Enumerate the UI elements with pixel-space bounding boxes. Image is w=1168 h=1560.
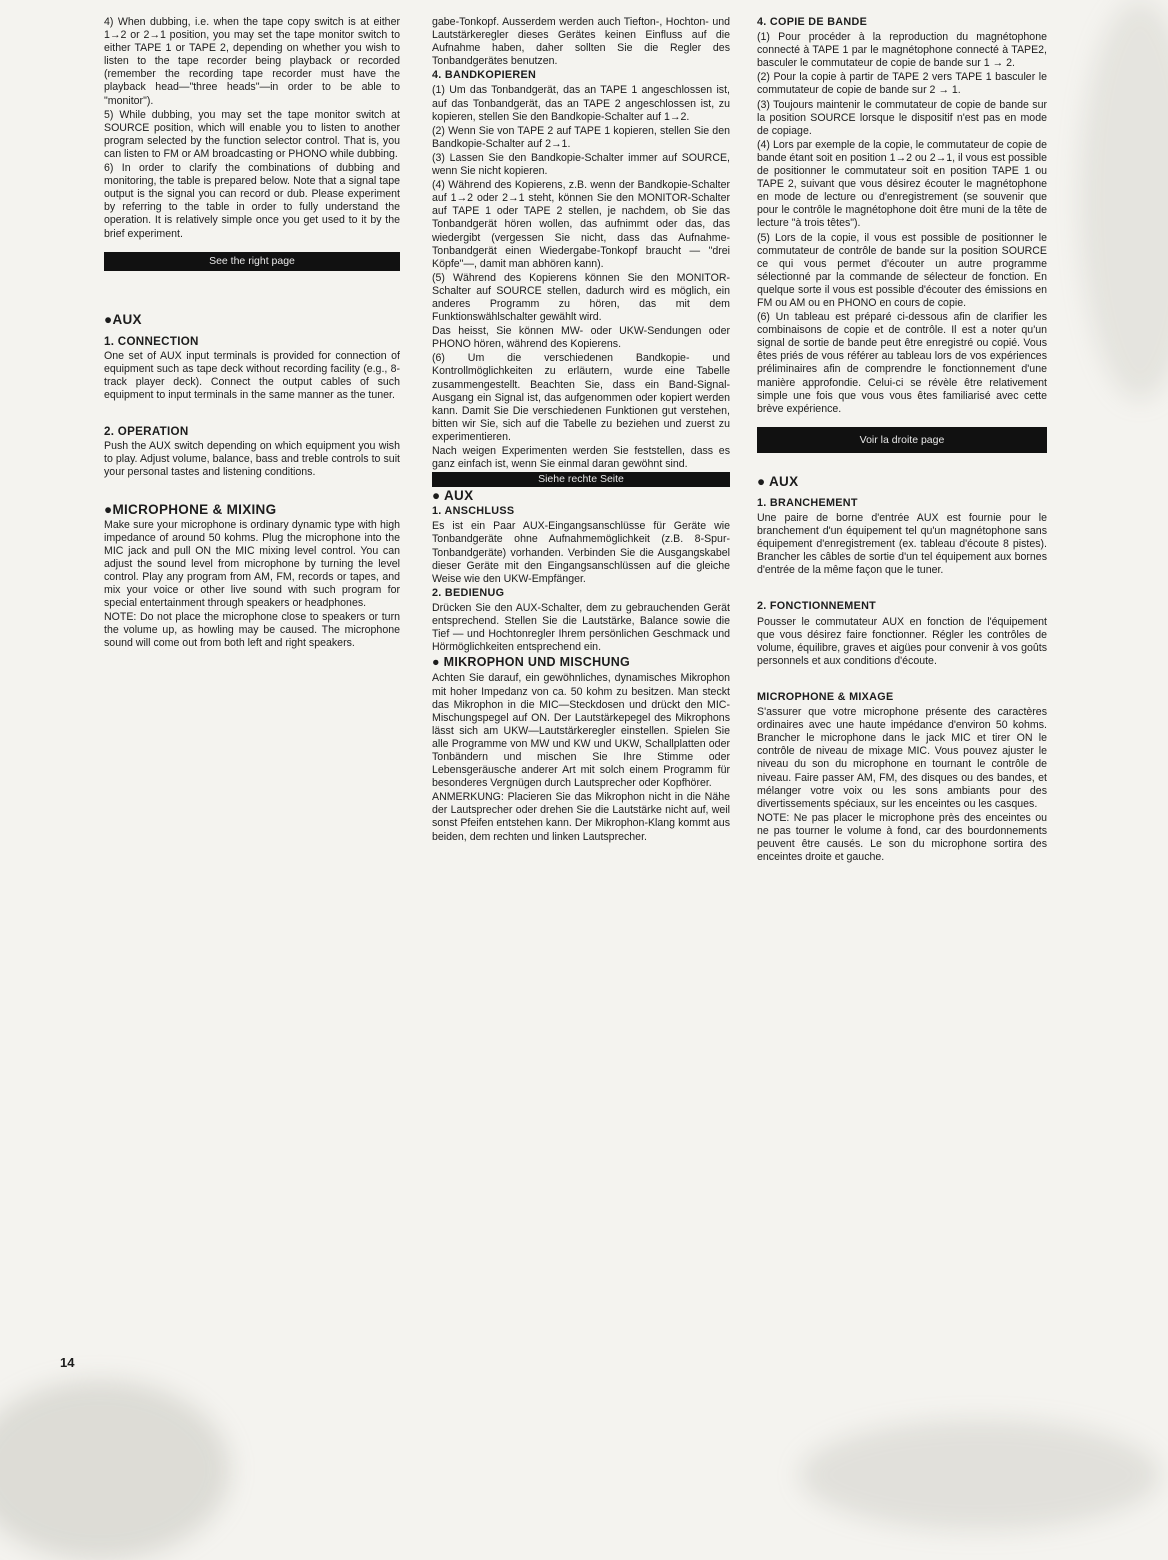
bandkopieren-paragraph-2: (2) Wenn Sie von TAPE 2 auf TAPE 1 kopieren, stellen Sie den Bandkopie-Schalter auf 2→1. [432, 124, 730, 150]
connection-heading: 1. CONNECTION [104, 334, 199, 348]
tape-intro-text: gabe-Tonkopf. Ausserdem werden auch Tiefton-, Hochton- und Lautstärkeregler dieses Gerätes keinen Einfluss auf die Aufnahme haben, daher sollten Sie die Regler des Tonbandgerätes benutzen. [432, 16, 730, 68]
operation-heading: 2. OPERATION [104, 425, 189, 439]
copie-paragraph-3: (3) Toujours maintenir le commutateur de copie de bande sur la position SOURCE lorsque le dispositif n'est pas en mode de copiage. [757, 98, 1047, 137]
connection-text: One set of AUX input terminals is provided for connection of equipment such as tape deck without recording facility (e.g., 8-track player deck). Connect the output cables of such equipment to input terminals in the same manner as the tuner. [104, 349, 400, 402]
bandkopieren-heading: 4. BANDKOPIEREN [432, 69, 537, 82]
microphone-mixing-text: Make sure your microphone is ordinary dynamic type with high impedance of around 50 kohms. Plug the microphone into the MIC jack and pull ON the MIC mixing level control. You can adjust the sound level from microphone by turning the level control. Play any program from AM, FM, records or tapes, and mix your voice or other live sound with such program for special entertainment through speakers or headphones. [104, 518, 400, 610]
microphone-mixage-heading: MICROPHONE & MIXAGE [757, 690, 894, 703]
bandkopieren-paragraph-1: (1) Um das Tonbandgerät, das an TAPE 1 angeschlossen ist, auf das Tonbandgerät, das an TAPE 2 angeschlossen ist, zu kopieren, stellen Sie den Bandkopie-Schalter auf 1→2. [432, 84, 730, 123]
dubbing-paragraph-6: 6) In order to clarify the combinations of dubbing and monitoring, the table is prepared below. Note that a signal tape output is the signal you can record or dub. Please experiment by referring to the table in order to fully understand the operation. It is relatively simple once you get used to it by the brief experiment. [104, 162, 400, 240]
german-column [432, 16, 730, 845]
aux-heading-de: ● AUX [432, 488, 474, 504]
mikrophon-text: Achten Sie darauf, ein gewöhnliches, dynamisches Mikrophon mit hoher Impedanz von ca. 50 kohm zu besitzen. Man steckt das Mikrophon in die MIC—Steckdosen und drückt den MIC-Mischungspegel auf ON. Der Lautstärkepegel des Mikrophons lässt sich am UKW—Lautstärkeregler einstellen. Spielen Sie alle Programme von MW und KW und UKW, Schallplatten oder Tonbändern und mischen Sie Ihre Stimme oder Lebensgeräusche anderer Art mit solch einem Programm für besonderes Vergnügen durch Lautsprecher oder Kopfhörer. [432, 672, 730, 790]
operation-text: Push the AUX switch depending on which equipment you wish to play. Adjust volume, balance, bass and treble controls to suit your personal tastes and listening conditions. [104, 440, 400, 479]
anschluss-text: Es ist ein Paar AUX-Eingangsanschlüsse für Geräte wie Tonbandgeräte ohne Aufnahmemöglichkeit (z.B. 8-Spur-Tonbandgeräte) vorhanden. Verbinden Sie die Ausgangskabel dieser Geräte mit den Eingangsanschlüssen auf die gleiche Weise wie den UKW-Empfänger. [432, 520, 730, 585]
fonctionnement-heading: 2. FONCTIONNEMENT [757, 600, 877, 613]
bandkopieren-paragraph-6: (6) Um die verschiedenen Bandkopie- und Kontrollmöglichkeiten zu erläutern, wurde eine Tabelle zusammengestellt. Beachten Sie, dass ein Band-Signal-Ausgang ein Signal ist, das aufgenommen oder kopiert werden kann. Damit Sie Die verschiedenen Funktionen gut verstehen, bitten wir Sie, sich auf die Tabelle zu beziehen und zuerst zu experimentieren. [432, 352, 730, 443]
bandkopieren-paragraph-4: (4) Während des Kopierens, z.B. wenn der Bandkopie-Schalter auf 1→2 oder 2→1 steht, können Sie den MONITOR-Schalter auf TAPE 1 oder TAPE 2 stellen, je nachdem, ob Sie das Tonbandgerät hören wollen, das aufnimmt oder das, das wiedergibt (vergessen Sie nicht, dass das Aufnahme-Tonbandgerät einen Wiedergabe-Tonkopf braucht — "drei Köpfe"—, damit man abhören kann). [432, 179, 730, 270]
siehe-rechte-seite-banner: Siehe rechte Seite [432, 472, 730, 487]
bandkopieren-paragraph-3: (3) Lassen Sie den Bandkopie-Schalter immer auf SOURCE, wenn Sie nicht kopieren. [432, 151, 730, 178]
voir-la-droite-page-banner: Voir la droite page [757, 427, 1047, 453]
bandkopieren-paragraph-7: Nach weigen Experimenten werden Sie feststellen, dass es ganz einfach ist, wenn Sie einmal daran gewöhnt sind. [432, 445, 730, 471]
branchement-text: Une paire de borne d'entrée AUX est fournie pour le branchement d'un équipement tel qu'un magnétophone sans équipement d'enregistrement (ex. tableau d'écoute 8 pistes). Brancher les câbles de sortie d'un tel équipement aux bornes d'entrée de la même façon que le tuner. [757, 512, 1047, 577]
mikrophon-heading: ● MIKROPHON UND MISCHUNG [432, 655, 631, 670]
copie-paragraph-4: (4) Lors par exemple de la copie, le commutateur de copie de bande étant soit en position 1→2 ou 2→1, il vous est possible de positionner le commutateur soit en position TAPE 1 ou TAPE 2, suivant que vous désirez écouter le magnétophone en mode de lecture ou d'enregistrement (se souvenir que pour le contrôle le magnétophone doit être muni de la tête de lecture "à trois têtes"). [757, 138, 1047, 230]
microphone-mixing-heading: ●MICROPHONE & MIXING [104, 501, 277, 517]
english-column [104, 16, 400, 652]
aux-heading: ●AUX [104, 311, 142, 327]
microphone-note-fr: NOTE: Ne pas placer le microphone près des enceintes ou ne pas tourner le volume à fond, car des bourdonnements peuvent être causés. Le son du microphone sortira des enceintes droite et gauche. [757, 811, 1047, 864]
copie-de-bande-heading: 4. COPIE DE BANDE [757, 16, 868, 28]
dubbing-paragraph-4: 4) When dubbing, i.e. when the tape copy switch is at either 1→2 or 2→1 position, you may set the tape monitor switch to either TAPE 1 or TAPE 2, depending on whether you wish to listen to the tape recorder being playback or recorded (remember the recording tape recorder must have the playback head—"three heads"—in order to be able to "monitor"). [104, 16, 400, 107]
aux-heading-fr: ● AUX [757, 473, 799, 489]
microphone-mixage-text: S'assurer que votre microphone présente des caractères ordinaires avec une haute impédance d'environ 50 kohms. Brancher le microphone dans le jack MIC et tirer ON le contrôle de niveau de mixage MIC. Vous pouvez ajuster le niveau du son du microphone en tournant le contrôle de niveau. Faire passer AM, FM, des disques ou des bandes, et mélanger votre voix ou les sons ambiants pour des divertissements spéciaux, sur les enceintes ou les casques. [757, 706, 1047, 810]
page-number: 14 [60, 1355, 75, 1370]
copie-paragraph-6: (6) Un tableau est préparé ci-dessous afin de clarifier les combinaisons de copie et de contrôle. Il est a noter qu'un signal de sortie de bande peut être enregistré ou copié. Vous êtes priés de vous référer au tableau lors de vos expériences préliminaires afin de comprendre le fonctionnement d'une manière approfondie. Celui-ci se révèle être relativement simple une fois que vous vous êtes familiarisé avec cette brève expérience. [757, 311, 1047, 415]
anmerkung-note: ANMERKUNG: Placieren Sie das Mikrophon nicht in die Nähe der Lautsprecher oder drehen Sie die Lautstärke nicht auf, weil sonst Pfeifen entstehen kann. Der Mikrophon-Klang kommt aus beiden, dem rechten und linken Lautsprecher. [432, 791, 730, 843]
bandkopieren-paragraph-5: (5) Während des Kopierens können Sie den MONITOR-Schalter auf SOURCE stellen, dadurch wird es möglich, ein anderes Programm zu hören, das mit dem Funktionswählschalter gewählt wird. [432, 271, 730, 324]
copie-paragraph-2: (2) Pour la copie à partir de TAPE 2 vers TAPE 1 basculer le commutateur de copie de bande sur 2 → 1. [757, 71, 1047, 97]
scan-smudge [0, 1380, 230, 1560]
bedienug-heading: 2. BEDIENUG [432, 586, 505, 599]
copie-paragraph-5: (5) Lors de la copie, il vous est possible de positionner le commutateur de contrôle de bande sur la position SOURCE ce qui vous permet d'écouter un autre programme sélectionné par la commande de sélecteur de fonction. En quelque sorte il vous est possible d'écouter des émissions en FM ou AM ou en PHONO en cours de copie. [757, 231, 1047, 309]
copie-paragraph-1: (1) Pour procéder à la reproduction du magnétophone connecté à TAPE 1 par le magnétophone connecté à TAPE2, basculer le commutateur de copie de bande sur 1 → 2. [757, 31, 1047, 70]
bedienug-text: Drücken Sie den AUX-Schalter, dem zu gebrauchenden Gerät entsprechend. Stellen Sie die Lautstärke, Balance sowie die Tief — und Hochtonregler Ihrem persönlichen Geschmack und Hörmöglichkeiten entsprechend ein. [432, 601, 730, 654]
scan-smudge [1080, 0, 1168, 400]
fonctionnement-text: Pousser le commutateur AUX en fonction de l'équipement que vous désirez faire fonctionner. Régler les contrôles de volume, équilibre, graves et aigües pour convenir à vos goûts personnels et aux conditions d'écoute. [757, 615, 1047, 667]
dubbing-paragraph-5: 5) While dubbing, you may set the tape monitor switch at SOURCE position, which will enable you to listen to another program selected by the function selector control. That is, you can listen to FM or AM broadcasting or PHONO while dubbing. [104, 108, 400, 160]
microphone-note: NOTE: Do not place the microphone close to speakers or turn the volume up, as howling may be caused. The microphone sound will come out from both left and right speakers. [104, 611, 400, 650]
see-right-page-banner: See the right page [104, 252, 400, 271]
scan-smudge [800, 1420, 1160, 1530]
anschluss-heading: 1. ANSCHLUSS [432, 505, 515, 518]
french-column [757, 16, 1047, 865]
branchement-heading: 1. BRANCHEMENT [757, 496, 858, 509]
bandkopieren-paragraph-5b: Das heisst, Sie können MW- oder UKW-Sendungen oder PHONO hören, während des Kopierens. [432, 325, 730, 351]
